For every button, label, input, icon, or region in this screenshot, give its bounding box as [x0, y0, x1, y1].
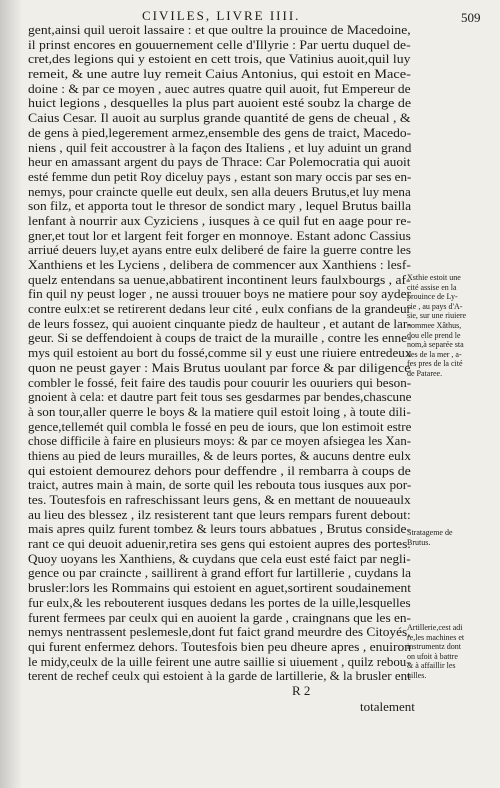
margin-note-line: re,les machines et — [407, 632, 465, 642]
text-line: nemys nentrassent peslemesle,dont fut faict grand meurdre des Citoyés, — [28, 624, 411, 640]
signature-mark: R 2 — [292, 683, 311, 698]
gutter-shadow — [0, 0, 22, 788]
margin-note-line: sie, sur une riuiere — [407, 311, 467, 321]
main-text-block — [28, 23, 411, 684]
text-line: mys quil estoient au bort du fossé,comme sil y eust une riuiere entredeux — [28, 345, 412, 361]
text-line: gence,tellemét quil combla le fossé en peu de iours, que lon estimoit estre — [28, 418, 412, 434]
margin-note-line: des de la mer , a- — [407, 349, 462, 359]
text-line: esté femme dun petit Roy diceluy pays , estant son mary occis par ses en- — [28, 168, 412, 184]
margin-note-line: cité assise en la — [407, 282, 457, 292]
text-line: huict legions , desquelles la plus part auoient esté soubz la charge de — [28, 95, 412, 111]
margin-note-line: & à affaillir les — [407, 661, 456, 671]
text-line: fin quil ny peust loger , ne aussi trouuer boys ne matiere pour soy ayder — [28, 286, 411, 302]
running-title: CIVILES, LIVRE IIII. — [142, 8, 301, 23]
margin-note-line: on ufoit à battre — [407, 651, 458, 661]
text-line: gence ou par craincte , saillirent à grand effort fur lartillerie , cuydans la — [28, 565, 412, 581]
margin-note-line: nommee Xâthus, — [407, 320, 462, 330]
text-line: mais apres quilz furent tombez & leurs tours abbatues , Brutus conside- — [28, 521, 411, 537]
margin-note-stratagem — [407, 528, 497, 547]
catchword: totalement — [360, 699, 415, 714]
margin-note-line: Brutus. — [407, 537, 431, 547]
page-number: 509 — [461, 10, 481, 25]
text-line: gnoient à cela: et dautre part feit tous ses gesdarmes par bendes,chascune — [28, 389, 412, 405]
text-line: traict, autres main à main, de sorte quil les rebouta tous iusques aux por- — [28, 477, 412, 493]
text-line: de gens à pied,legerement armez,ensemble des gens de traict, Macedo- — [28, 124, 412, 140]
margin-note-line: Xsthie estoit une — [407, 273, 461, 282]
text-line: Quoy uoyans les Xanthiens, & cuydans que cela eust esté faict par negli- — [28, 550, 411, 566]
text-line: brusler:lors les Rommains qui estoient en aguet,sortirent soudainement — [28, 580, 411, 596]
text-line: Caius Cesar. Il auoit au surplus grande quantité de gens de cheual , & — [28, 110, 411, 126]
text-line: fur eulx,& les rebouterent iusques dedans les portes de la uille,lesquelles — [28, 594, 411, 610]
text-line: contre eulx:et se retirerent dedans leur cité , eulx confians de la grandeur — [28, 301, 411, 317]
margin-note-line: prouince de Ly- — [407, 292, 458, 302]
text-line: combler le fossé, feit faire des taudis pour couurir les ouuriers qui beson- — [28, 374, 412, 390]
text-line: au lieu des blessez , ilz resisterent tant que leurs rempars furent debout: — [28, 506, 411, 522]
text-line: heur en amassant argent du pays de Thrace: Car Polemocratia qui auoit — [28, 154, 411, 170]
text-line: niens , quil feit accoustrer à la façon des Italiens , et luy aduint un grand — [28, 139, 412, 155]
margin-note-line: Stratageme de — [407, 528, 453, 537]
text-line: quon ne peust gayer : Mais Brutus uoulant par force & par diligence — [28, 359, 411, 375]
margin-note-line: cie , au pays d'A- — [407, 301, 463, 311]
text-line: de leurs fossez, qui auoient cinquante piedz de haulteur , et autant de lar- — [28, 315, 412, 331]
text-line: terent de rechef ceulx qui estoient à la garde de lartillerie, & la brusler ent — [28, 668, 411, 684]
margin-note-line: nom,à separée sta — [407, 340, 464, 350]
text-line: il prinst encores en gouuernement celle d'Illyrie : Par uertu duquel de- — [28, 36, 411, 52]
margin-note-artillery — [407, 623, 497, 681]
text-line: cret,des legions qui y estoient en cett trois, que Vatinius auoit,quil luy — [28, 51, 411, 67]
text-line: thiens au pied de leurs murailles, & de leurs portes, & aucuns dentre eulx — [28, 447, 411, 463]
text-line: nemys, pour craincte quelle eut deulx, sen alla deuers Brutus,et luy mena — [28, 183, 411, 199]
text-line: arriué deuers luy,et ayans entre eulx deliberé de faire la guerre contre les — [28, 242, 412, 258]
text-line: Xanthiens et les Lyciens , delibera de commencer aux Xanthiens : lesf- — [28, 257, 411, 272]
text-line: qui estoient demourez dehors pour deffendre , il rembarra à coups de — [28, 462, 411, 478]
text-line: gent,ainsi quil ueroit lassaire : et que oultre la prouince de Macedoine, — [28, 22, 411, 37]
margin-note-line: instrumentz dont — [407, 642, 461, 652]
text-line: à son tour,aller querre le boys & la matiere quil estoit loing , à toute dili- — [28, 403, 411, 419]
text-line: remeit, & une autre luy remeit Caius Antonius, qui estoit en Mace- — [28, 66, 411, 82]
text-line: doine : & par ce moyen , auec autres quatre quil auoit, fut Empereur de — [28, 80, 411, 96]
text-line: le midy,ceulx de la uille feirent une autre saillie si uiuement , quilz rebou- — [28, 653, 411, 669]
margin-note-line: de Pataree. — [407, 368, 443, 378]
text-line: gner,et tout lor et largent feit forger en monnoye. Estant adonc Cassius — [28, 227, 411, 243]
text-line: lenfant à nourrir aux Cyziciens , iusques à ce quil fut en aage pour re- — [28, 212, 412, 228]
text-line: chose difficile à faire en plusieurs moys: & par ce moyen afsiegea les Xan- — [28, 433, 411, 449]
text-line: quelz entendans sa uenue,abbatirent incontinent leurs faulxbourgs , af- — [28, 271, 411, 287]
margin-note-line: Artillerie,cest adi — [407, 623, 463, 632]
text-line: furent fermees par ceulx qui en auoient la garde , craingnans que les en- — [28, 609, 411, 625]
margin-note-xanthe — [407, 273, 497, 379]
text-line: qui furent enfermez dehors. Toutesfois bien peu dheure apres , enuiron — [28, 638, 412, 654]
margin-note-line: uilles. — [407, 670, 427, 680]
text-line: rant ce qui deuoit aduenir,retira ses gens qui estoient aupres des portes. — [28, 536, 411, 552]
text-line: tes. Toutesfois en rafreschissant leurs gens, & en mettant de nouueaulx — [28, 492, 411, 507]
margin-note-line: dou elle prend le — [407, 330, 461, 340]
margin-note-line: fes pres de la cité — [407, 359, 463, 369]
text-line: geur. Si se deffendoient à coups de traict de la muraille , contre les enne- — [28, 330, 412, 346]
text-line: son filz, et apporta tout le thresor de sondict mary , lequel Brutus bailla — [28, 198, 412, 214]
